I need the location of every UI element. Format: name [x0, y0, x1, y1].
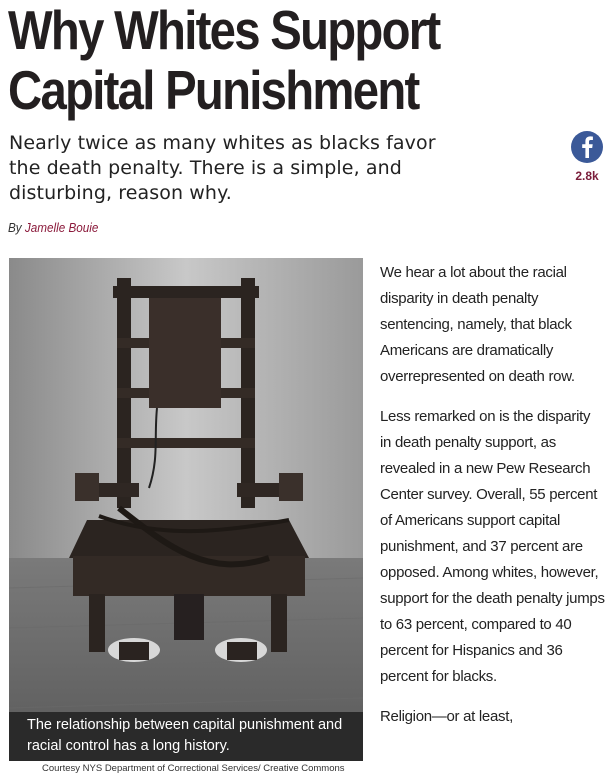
facebook-icon[interactable]	[571, 131, 603, 163]
byline-prefix: By	[8, 220, 25, 235]
body-paragraph-1: We hear a lot about the racial disparity in death penalty sentencing, namely, that black Americans are dramatically overrepresented on death row.	[380, 264, 575, 385]
headline-line-1: Why Whites Support	[8, 0, 440, 61]
article-photo	[9, 258, 363, 761]
headline-line-2: Capital Punishment	[8, 59, 419, 121]
share-widget	[570, 131, 604, 183]
body-paragraph-3: Religion—or at least,	[380, 708, 513, 725]
author-link[interactable]: Jamelle Bouie	[24, 220, 99, 235]
body-paragraph-2: Less remarked on is the disparity in death penalty support, as revealed in a new Pew Research Center survey. Overall, 55 percent of Americans support capital punishment, and 37 percent are opposed. Among whites, however, support for the death penalty jumps to 63 percent, compared to 40 percent for Hispanics and 36 percent for blacks.	[380, 408, 605, 685]
byline	[8, 220, 98, 235]
share-count: 2.8k	[575, 169, 599, 183]
article-body	[380, 260, 605, 744]
article-headline	[8, 0, 490, 120]
photo-credit: Courtesy NYS Department of Correctional Services/ Creative Commons	[42, 763, 345, 774]
article-dek: Nearly twice as many whites as blacks favor the death penalty. There is a simple, and disturbing, reason why.	[9, 132, 436, 204]
electric-chair-photo	[9, 258, 363, 761]
photo-caption: The relationship between capital punishment and racial control has a long history.	[9, 712, 363, 761]
